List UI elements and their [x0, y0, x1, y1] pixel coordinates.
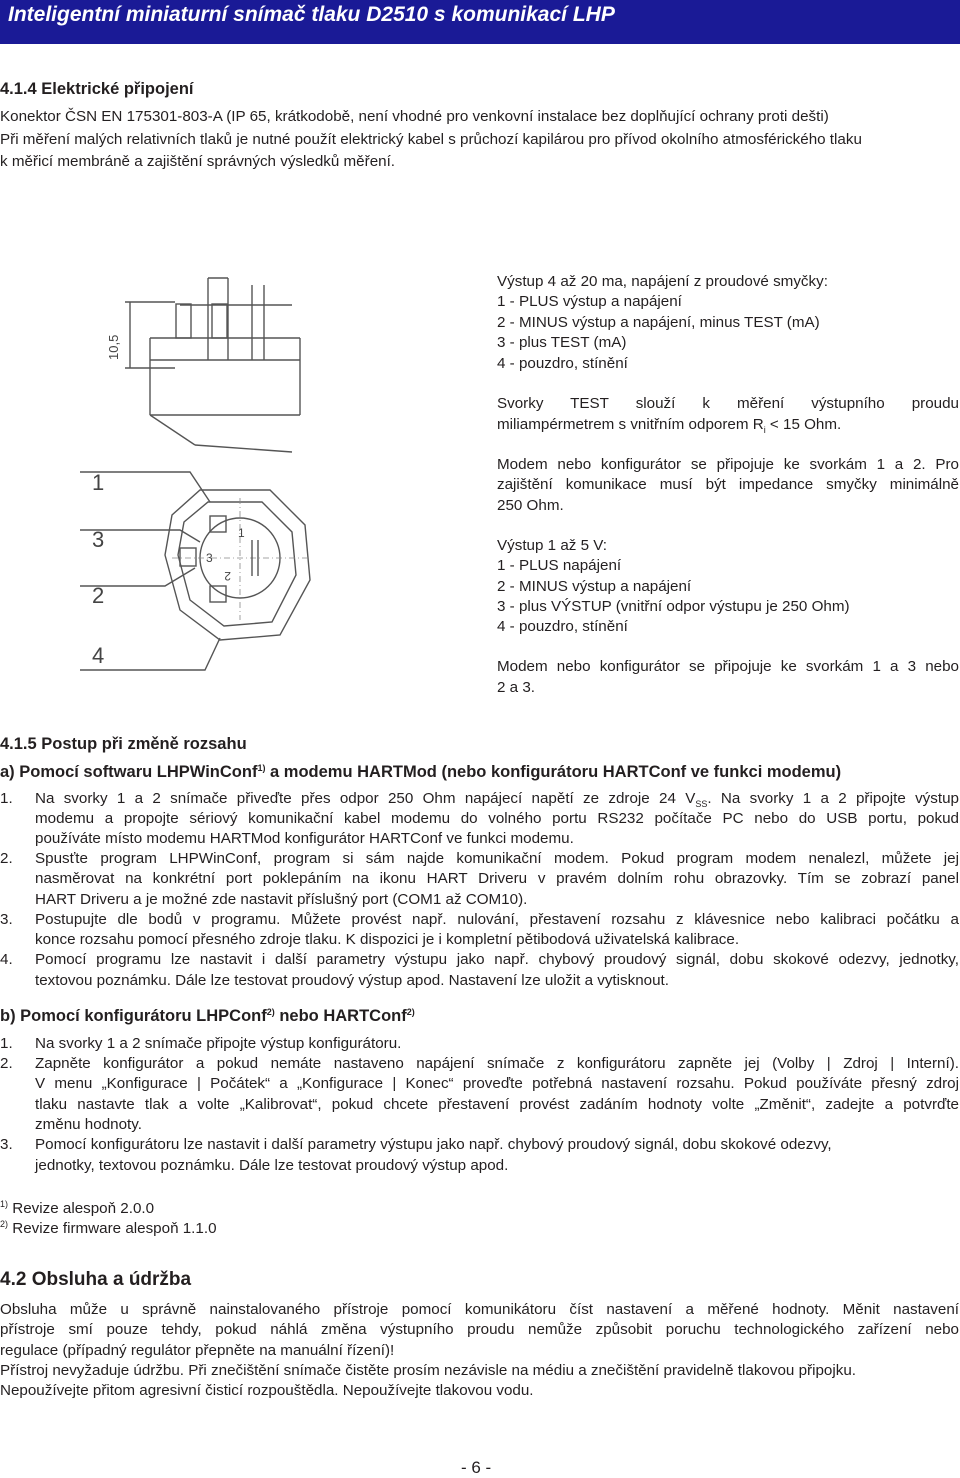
- r-b2-sub: i: [763, 425, 766, 435]
- b-head-text-mid: nebo HARTConf: [274, 1007, 407, 1025]
- section-415-title: 4.1.5 Postup při změně rozsahu: [0, 735, 247, 753]
- a-item-2-num: 2.: [0, 850, 13, 867]
- r-d4: 3 - plus VÝSTUP (vnitřní odpor výstupu je 250 Ohm): [497, 598, 850, 615]
- b-item-2-num: 2.: [0, 1055, 13, 1072]
- a-item-2-l1: Spusťte program LHPWinConf, program si sám najde komunikační modem. Pokud program modem nenalezl, můžete jej: [35, 850, 959, 867]
- connector-side-view: [106, 278, 300, 452]
- connector-drawing: [0, 240, 470, 700]
- r-d5: 4 - pouzdro, stínění: [497, 618, 628, 635]
- a-item-2-l2: nasměrovat na konkrétní port poklepáním na ikonu HART Driveru v pravém dolním rohu obrazovky. Tím se zobrazí panel: [35, 870, 959, 887]
- b-head-text: b) Pomocí konfigurátoru LHPConf: [0, 1007, 267, 1025]
- r-c3: 250 Ohm.: [497, 497, 564, 514]
- b-item-3-l1: Pomocí konfigurátoru lze nastavit i další parametry výstupu jako např. chybový proudový signál, dobu skokové odezvy,: [35, 1136, 832, 1153]
- b-item-2-l1: Zapněte konfigurátor a pokud nemáte nastaveno napájení snímače z konfigurátoru zapněte jej (Volby | Zdroj | Interní).: [35, 1055, 959, 1072]
- r-c1: Modem nebo konfigurátor se připojuje ke svorkám 1 a 2. Pro: [497, 456, 959, 473]
- r-b2-text: miliampérmetrem s vnitřním odporem R: [497, 416, 764, 433]
- r-a4: 3 - plus TEST (mA): [497, 334, 627, 351]
- b-item-2-l3: tlaku nastavte tlak a volte „Kalibrovat“, pokud chcete přestavení provést zadáním hodnoty volte „Změnit“, zadejte a potvrďte: [35, 1096, 959, 1113]
- a-item-1-l2: modemu a propojte sériový komunikační kabel modemu do volného portu RS232 počítače PC nebo do USB portu, pokud: [35, 810, 959, 827]
- page-number: - 6 -: [461, 1458, 492, 1477]
- section-414-title: 4.1.4 Elektrické připojení: [0, 80, 194, 98]
- r-d3: 2 - MINUS výstup a napájení: [497, 578, 692, 595]
- s414-line-2: Při měření malých relativních tlaků je nutné použít elektrický kabel s průchozí kapilárou pro přívod okolního atmosférického tlaku: [0, 131, 862, 148]
- r-b2-text-end: < 15 Ohm.: [765, 416, 842, 433]
- a-item-3-l2: konce rozsahu pomocí přesného zdroje tlaku. K dispozici je i kompletní pětibodová uživatelská kalibrace.: [35, 931, 740, 948]
- a-item-4-l1: Pomocí programu lze nastavit i další parametry výstupu jako např. chybový proudový signál, dobu skokové odezvy, jednotky,: [35, 951, 959, 968]
- a-head-sup: 1): [257, 763, 266, 773]
- pin-label-3: 3: [206, 551, 213, 565]
- b-item-1-num: 1.: [0, 1035, 13, 1052]
- header-bar: [0, 0, 960, 44]
- footnote-2: [0, 1220, 217, 1238]
- r-a2: 1 - PLUS výstup a napájení: [497, 293, 682, 310]
- subsection-b-heading: [0, 1007, 415, 1026]
- footnote-1: [0, 1200, 154, 1218]
- b-item-2-l2: V menu „Konfigurace | Počátek“ a „Konfigurace | Konec“ proveďte potřebná nastavení rozsahu. Pokud používáte přesný zdroj: [35, 1075, 959, 1092]
- connector-front-view: [80, 470, 310, 670]
- section-42-title: 4.2 Obsluha a údržba: [0, 1269, 192, 1290]
- b-item-2-l4: změnu hodnoty.: [35, 1116, 142, 1133]
- a-head-text-end: a modemu HARTMod (nebo konfigurátoru HARTConf ve funkci modemu): [265, 763, 842, 781]
- s42-line-4: Přístroj nevyžaduje údržbu. Při znečištění snímače čistěte prosím nezávisle na médiu a znečištění pravidelně tlakovou připojku.: [0, 1362, 856, 1379]
- r-e1: Modem nebo konfigurátor se připojuje ke svorkám 1 a 3 nebo: [497, 658, 959, 675]
- r-d1: Výstup 1 až 5 V:: [497, 537, 608, 554]
- s414-line-1: Konektor ČSN EN 175301-803-A (IP 65, krátkodobě, není vhodné pro venkovní instalace bez doplňující ochrany proti dešti): [0, 108, 829, 125]
- document-title: Inteligentní miniaturní snímač tlaku D2510 s komunikací LHP: [8, 3, 615, 26]
- s42-line-5: Nepoužívejte přitom agresivní čisticí rozpouštědla. Nepoužívejte tlakovou vodu.: [0, 1382, 534, 1399]
- a-item-1-l3: používáte místo modemu HARTMod konfigurátor HARTConf ve funkci modemu.: [35, 830, 574, 847]
- a-item-4-l2: textovou poznámku. Dále lze testovat proudový výstup apod. Nastavení lze uložit a vytisknout.: [35, 972, 669, 989]
- s414-line-3: k měřicí membráně a zajištění správných výsledků měření.: [0, 153, 396, 170]
- b-item-3-num: 3.: [0, 1136, 13, 1153]
- b-head-sup-1: 2): [266, 1007, 275, 1017]
- footnote-1-text: Revize alespoň 2.0.0: [8, 1200, 155, 1217]
- b-item-1-l1: Na svorky 1 a 2 snímače připojte výstup konfigurátoru.: [35, 1035, 402, 1052]
- pin-label-2: 2: [224, 569, 231, 583]
- footnote-2-mark: 2): [0, 1219, 9, 1229]
- a-item-1-num: 1.: [0, 790, 13, 807]
- s42-line-2: přístroje smí pouze tehdy, pokud náhlá změna výstupního proudu nemůže způsobit poruchu technologického zařízení nebo: [0, 1321, 959, 1338]
- b-item-3-l2: jednotky, textovou poznámku. Dále lze testovat proudový výstup apod.: [35, 1157, 509, 1174]
- a-item-3-num: 3.: [0, 911, 13, 928]
- r-c2: zajištění komunikace musí být impedance smyčky minimálně: [497, 476, 959, 493]
- a1-sub: SS: [695, 799, 708, 809]
- left-label-1: 1: [92, 470, 105, 495]
- b-head-sup-2: 2): [406, 1007, 415, 1017]
- pin-label-1: 1: [238, 526, 245, 540]
- r-b2: [497, 416, 841, 434]
- a-item-4-num: 4.: [0, 951, 13, 968]
- a-item-3-l1: Postupujte dle bodů v programu. Můžete provést např. nulování, přestavení rozsahu z klávesnice nebo kalibraci počátku a: [35, 911, 959, 928]
- s42-line-1: Obsluha může u správně nainstalovaného přístroje pomocí komunikátoru číst nastavení a měřené hodnoty. Měnit nastavení: [0, 1301, 959, 1318]
- a1-text: Na svorky 1 a 2 snímače přiveďte přes odpor 250 Ohm napájecí napětí ze zdroje 24 V: [35, 790, 696, 807]
- r-b1: Svorky TEST slouží k měření výstupního proudu: [497, 395, 959, 412]
- a-item-1-l1: [35, 790, 959, 808]
- r-d2: 1 - PLUS napájení: [497, 557, 622, 574]
- left-label-3: 3: [92, 527, 105, 552]
- r-a5: 4 - pouzdro, stínění: [497, 355, 628, 372]
- footnote-2-text: Revize firmware alespoň 1.1.0: [8, 1220, 217, 1237]
- r-e2: 2 a 3.: [497, 679, 535, 696]
- dimension-label: 10,5: [106, 334, 121, 360]
- r-a1: Výstup 4 až 20 ma, napájení z proudové smyčky:: [497, 273, 828, 290]
- a-item-2-l3: HART Driveru a je možné zde nastavit příslušný port (COM1 až COM10).: [35, 891, 528, 908]
- r-a3: 2 - MINUS výstup a napájení, minus TEST (mA): [497, 314, 820, 331]
- left-label-4: 4: [92, 643, 105, 668]
- a-head-text: a) Pomocí softwaru LHPWinConf: [0, 763, 258, 781]
- subsection-a-heading: [0, 763, 841, 782]
- s42-line-3: regulace (případný regulátor přepněte na manuální řízení)!: [0, 1342, 395, 1359]
- left-label-2: 2: [92, 583, 105, 608]
- a1-text-end: . Na svorky 1 a 2 připojte výstup: [707, 790, 959, 807]
- footnote-1-mark: 1): [0, 1199, 9, 1209]
